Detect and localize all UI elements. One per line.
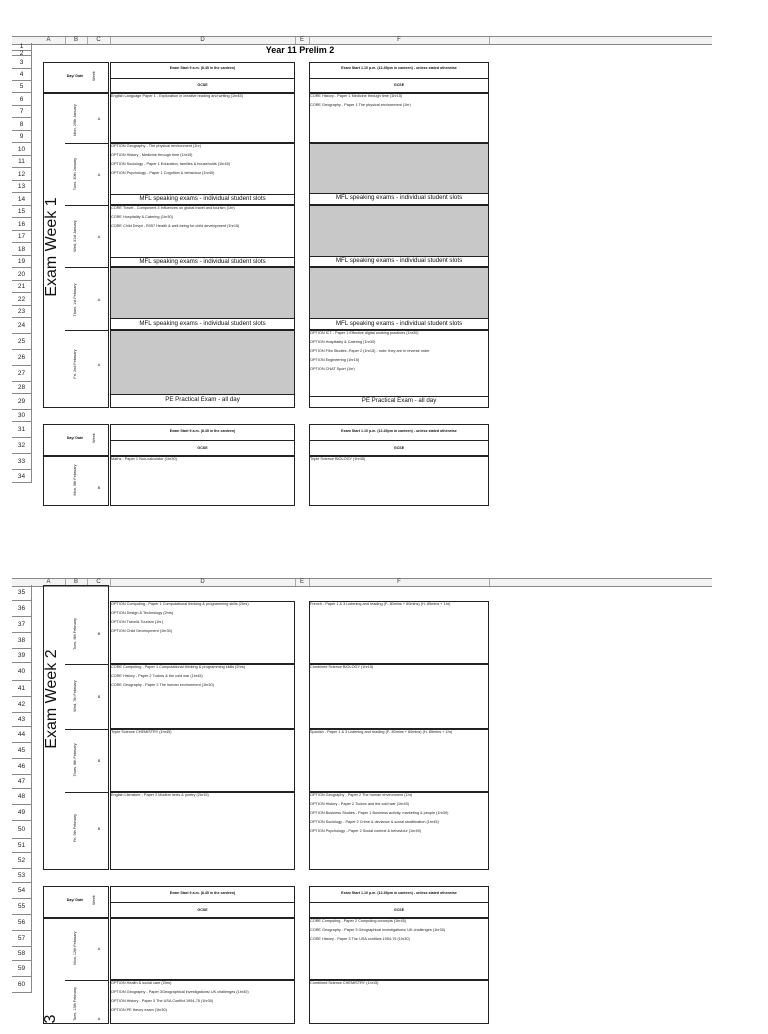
row-number: 60 — [12, 977, 32, 993]
row-number: 36 — [12, 601, 32, 617]
column-e: E — [295, 37, 310, 44]
exam-entry: OPTION Design & Technology (2hrs) — [111, 611, 174, 615]
column-a: A — [32, 37, 66, 44]
row-number: 33 — [12, 454, 32, 470]
column-e-2: E — [295, 579, 310, 586]
week-a-tue30: A — [97, 172, 101, 177]
row-number: 45 — [12, 743, 32, 759]
row-number: 32 — [12, 438, 32, 454]
day-wed7: Wed, 7th February — [73, 680, 77, 712]
pm-header-text-2: Exam Start 1.10 p.m. (12.45pm in canteen) - unless stated otherwise — [341, 429, 457, 433]
row-number: 48 — [12, 789, 32, 805]
day-mon12: Mon, 12th February — [73, 931, 77, 965]
week-b-mon5: B — [97, 485, 101, 490]
exam-entry: OPTION Travel& Tourism (1hr) — [111, 620, 163, 624]
row-number: 49 — [12, 805, 32, 821]
row-number: 21 — [12, 281, 32, 293]
row-number: 35 — [12, 585, 32, 601]
exam-entry: CORE Geography - Paper 1 The physical environment (1hr) — [310, 103, 411, 107]
row-number: 25 — [12, 334, 32, 350]
day-fri2: Fri, 2nd February — [73, 349, 77, 379]
mfl-bar-pm-thu1: MFL speaking exams - individual student slots — [335, 320, 463, 327]
pm-header-text: Exam Start 1.10 p.m. (12.45pm in canteen) - unless stated otherwise — [341, 66, 457, 70]
row-number: 52 — [12, 853, 32, 869]
row-number: 14 — [12, 193, 32, 206]
day-fri9: Fri, 9th February — [73, 813, 77, 843]
day-thu8: Thurs, 8th February — [73, 743, 77, 777]
pm-wed7 — [309, 664, 489, 729]
day-date-header-3: Day/ Date — [66, 898, 84, 902]
row-number: 30 — [12, 410, 32, 422]
pm-tue13 — [309, 980, 489, 1024]
row-number: 8 — [12, 118, 32, 131]
row-number: 1 — [12, 43, 32, 51]
exam-entry: OPTION Computing - Paper 1 Computational thinking & programming skills (2hrs) — [111, 602, 249, 606]
am-thu8 — [110, 729, 295, 792]
row-number: 15 — [12, 206, 32, 218]
pm-tue30 — [309, 143, 489, 194]
exam-entry: OPTION Film Studies -Paper 2 (1hr15) - note: they are in reverse order — [310, 349, 430, 353]
row-number: 6 — [12, 93, 32, 106]
day-wed31: Wed, 31st January — [73, 220, 77, 252]
week-b-wed7: B — [97, 694, 101, 699]
column-d: D — [110, 37, 296, 44]
row-number: 5 — [12, 81, 32, 93]
row-number: 2 — [12, 51, 32, 56]
row-number: 31 — [12, 422, 32, 438]
row-number: 19 — [12, 256, 32, 268]
row-number: 58 — [12, 947, 32, 961]
day-mon5: Mon, 5th February — [73, 464, 77, 496]
week-header-2: Week — [92, 433, 96, 443]
exam-entry: OPTION Hospitality & Catering (1hr30) — [310, 340, 376, 344]
exam-entry: CORE Hospitality & Catering (1hr30) — [111, 215, 173, 219]
exam-entry: CORE Geography - Paper 3 Geographical investigations/ UK challenges (1hr30) — [310, 928, 446, 932]
day-thu1: Thurs, 1st February — [73, 283, 77, 317]
exam-entry: OPTION History - Paper 3 The USA Conflict 1954-75 (1hr30) — [111, 999, 214, 1003]
exam-entry: OPTION Health & social care (2hrs) — [111, 981, 172, 985]
exam-entry: Combined Science BIOLOGY (1hr15) — [310, 665, 374, 669]
row-number: 17 — [12, 231, 32, 243]
am-mon29 — [110, 93, 295, 143]
pm-gcse: GCSE — [393, 83, 405, 87]
week-header-3: Week — [92, 895, 96, 905]
row-number: 44 — [12, 727, 32, 743]
pm-gcse-3: GCSE — [393, 908, 405, 912]
week-a-tue13: A — [97, 1016, 101, 1021]
exam-entry: OPTION Engineering (1hr15) — [310, 358, 360, 362]
exam-entry: OPTION ICT - Paper 1 Effective digital working practices (1hr30) — [310, 331, 419, 335]
am-thu1 — [110, 267, 295, 319]
column-d-2: D — [110, 579, 296, 586]
column-f: F — [309, 37, 490, 44]
exam-entry: OPTION Psychology - Paper 1 Cognition & behaviour (1hr45) — [111, 171, 215, 175]
exam-entry: OPTION Psychology - Paper 2 Social context & behaviour (1hr45) — [310, 829, 422, 833]
exam-entry: Maths - Paper 1 Non-calculator (1hr30) — [111, 457, 177, 461]
pm-thu8 — [309, 729, 489, 792]
week-b-fri9: B — [97, 826, 101, 831]
day-mon29: Mon, 29th January — [73, 104, 77, 136]
column-header-bar — [12, 36, 712, 45]
sheet-page-1 — [12, 36, 712, 506]
exam-entry: OPTION History - Medicine through time (1hr15) — [111, 153, 193, 157]
pe-bar-am: PE Practical Exam - all day — [165, 396, 240, 403]
exam-entry: CORE Child Devpt - R057 Health & well-being for child development (1hr15) — [111, 224, 240, 228]
row-number: 23 — [12, 306, 32, 318]
sheet-page-2 — [12, 578, 712, 1024]
row-number: 59 — [12, 961, 32, 977]
row-number: 41 — [12, 681, 32, 697]
row-number: 18 — [12, 243, 32, 256]
exam-entry: OPTION Geography - Paper 3Geographical investigations/ UK challenges (1hr30) — [111, 990, 249, 994]
row-number: 3 — [12, 56, 32, 69]
mfl-bar-am-thu1: MFL speaking exams - individual student slots — [139, 320, 266, 327]
exam-entry: OPTION PE theory exam (1hr30) — [111, 1008, 167, 1012]
row-number: 55 — [12, 899, 32, 915]
exam-entry: Spanish - Paper 1 & 3 Listening and reading (F- 80mins + 60mins) (H- 85mins + 1hr) — [310, 730, 453, 734]
am-mon5 — [110, 456, 295, 506]
row-number: 4 — [12, 69, 32, 81]
exam-entry: OPTION Geography - Paper 2 The human environment (1hr) — [310, 793, 413, 797]
exam-entry: OPTION Sociology - Paper 1 Education, families & households (1hr45) — [111, 162, 231, 166]
row-number: 40 — [12, 663, 32, 681]
row-number: 7 — [12, 106, 32, 118]
exam-entry: OPTION Child Development (1hr30) — [111, 629, 172, 633]
row-number: 20 — [12, 268, 32, 281]
pm-header-text-3: Exam Start 1.10 p.m. (12.45pm in canteen) - unless stated otherwise — [341, 891, 457, 895]
week-a-thu1: A — [97, 297, 101, 302]
column-c-2: C — [87, 579, 111, 586]
sheet-title: Year 11 Prelim 2 — [265, 45, 335, 55]
day-date-header: Day/ Date — [66, 74, 84, 78]
exam-entry: Triple Science CHEMISTRY (1hr45) — [111, 730, 172, 734]
pm-gcse-2: GCSE — [393, 446, 405, 450]
am-fri9 — [110, 792, 295, 870]
day-date-header-2: Day/ Date — [66, 436, 84, 440]
exam-entry: OPTION Business Studies - Paper 1 Business activity, marketing & people (1hr30) — [310, 811, 449, 815]
week-b-tue6: B — [97, 631, 101, 636]
am-header-text-3: Exam Start 9 a.m. (8.45 in the canteen) — [169, 891, 236, 895]
day-tue13: Tues, 13th February — [73, 986, 77, 1022]
am-header-text-2: Exam Start 9 a.m. (8.45 in the canteen) — [169, 429, 236, 433]
mfl-bar-pm-wed31: MFL speaking exams - individual student slots — [335, 257, 463, 264]
row-number: 56 — [12, 915, 32, 931]
exam-entry: Combined Science CHEMISTRY (1hr15) — [310, 981, 379, 985]
exam-entry: OPTION Sociology - Paper 2 Crime & deviance & social stratification (1hr45) — [310, 820, 439, 824]
row-number: 13 — [12, 181, 32, 193]
row-number: 46 — [12, 759, 32, 775]
exam-entry: French - Paper 1 & 3 Listening and reading (F- 80mins + 60mins) (H- 85mins + 1hr) — [310, 602, 451, 606]
week-header: Week — [92, 71, 96, 81]
exam-entry: CORE History - Paper 2 Tudors & the cold war (1hr45) — [111, 674, 203, 678]
exam-entry: OPTION Geography - The physical environment (1hr) — [111, 144, 202, 148]
row-number: 12 — [12, 168, 32, 181]
exam-entry: English Literature - Paper 2 Modern texts & poetry (2hr15) — [111, 793, 209, 797]
week-b-thu8: B — [97, 758, 101, 763]
row-number: 26 — [12, 350, 32, 366]
mfl-bar-am-wed31: MFL speaking exams - individual student slots — [110, 257, 295, 266]
column-b: B — [65, 37, 88, 44]
row-number: 22 — [12, 293, 32, 306]
column-header-bar-2 — [12, 578, 712, 587]
row-number: 51 — [12, 839, 32, 853]
am-mon12 — [110, 918, 295, 980]
exam-entry: English Language Paper 1 - Exploration in creative reading and writing (1hr45) — [111, 94, 243, 98]
row-number: 38 — [12, 633, 32, 649]
row-number: 42 — [12, 697, 32, 713]
am-fri2 — [110, 330, 295, 395]
day-tue6: Tues, 6th February — [73, 618, 77, 650]
exam-entry: CORE History - Paper 1 Medicine through time (1hr15) — [310, 94, 403, 98]
row-number: 24 — [12, 318, 32, 334]
week-a-wed31: A — [97, 234, 101, 239]
mfl-bar-pm-tue30: MFL speaking exams - individual student slots — [335, 194, 463, 201]
row-number: 57 — [12, 931, 32, 947]
row-number: 11 — [12, 156, 32, 168]
row-number: 10 — [12, 143, 32, 156]
exam-entry: Triple Science BIOLOGY (1hr45) — [310, 457, 366, 461]
header-block-3 — [43, 886, 109, 918]
row-number: 34 — [12, 470, 32, 483]
column-c: C — [87, 37, 111, 44]
mfl-bar-am-tue30: MFL speaking exams - individual student slots — [110, 194, 295, 203]
am-gcse-3: GCSE — [197, 908, 208, 912]
exam-entry: CORE Computing - Paper 1 Computational thinking & programming skills (2hrs) — [111, 665, 245, 669]
row-number: 50 — [12, 821, 32, 839]
week-a-mon12: A — [97, 946, 101, 951]
exam-entry: OPTION CNAT Sport (1hr) — [310, 367, 355, 371]
week-a-mon29: A — [97, 116, 101, 121]
am-gcse: GCSE — [197, 83, 208, 87]
am-gcse-2: GCSE — [197, 446, 208, 450]
pm-wed31 — [309, 205, 489, 257]
week3-label: 3 — [42, 1014, 59, 1024]
row-number: 43 — [12, 713, 32, 727]
pm-mon29 — [309, 93, 489, 143]
week2-label: Exam Week 2 — [43, 649, 60, 749]
row-number: 27 — [12, 366, 32, 382]
row-number: 54 — [12, 883, 32, 899]
row-number: 28 — [12, 382, 32, 394]
exam-entry: CORE History - Paper 3 The USA conflicts 1954-75 (1hr30) — [310, 937, 410, 941]
week-a-fri2: A — [97, 362, 101, 367]
row-number: 29 — [12, 394, 32, 410]
day-tue30: Tues, 30th January — [73, 157, 77, 191]
column-f-2: F — [309, 579, 490, 586]
exam-entry: CORE Travel - Component 3 Influences on global travel and tourism (1hr) — [111, 206, 235, 210]
pm-thu1 — [309, 267, 489, 319]
column-b-2: B — [65, 579, 88, 586]
row-number: 9 — [12, 131, 32, 143]
exam-entry: CORE Geography - Paper 2 The human environment (1hr30) — [111, 683, 214, 687]
row-number: 37 — [12, 617, 32, 633]
row-number: 39 — [12, 649, 32, 663]
pm-tue6 — [309, 601, 489, 664]
column-a-2: A — [32, 579, 66, 586]
pe-bar-pm: PE Practical Exam - all day — [309, 396, 489, 405]
row-number: 16 — [12, 218, 32, 231]
pm-mon5 — [309, 456, 489, 506]
row-number: 47 — [12, 775, 32, 789]
week1-label: Exam Week 1 — [43, 197, 60, 297]
am-header-text: Exam Start 9 a.m. (8.45 in the canteen) — [169, 66, 236, 70]
exam-entry: OPTION History - Paper 2 Tudors and the cold war (1hr45) — [310, 802, 409, 806]
exam-entry: CORE Computing - Paper 2 Computing concepts (1hr45) — [310, 919, 407, 923]
row-number: 53 — [12, 869, 32, 883]
